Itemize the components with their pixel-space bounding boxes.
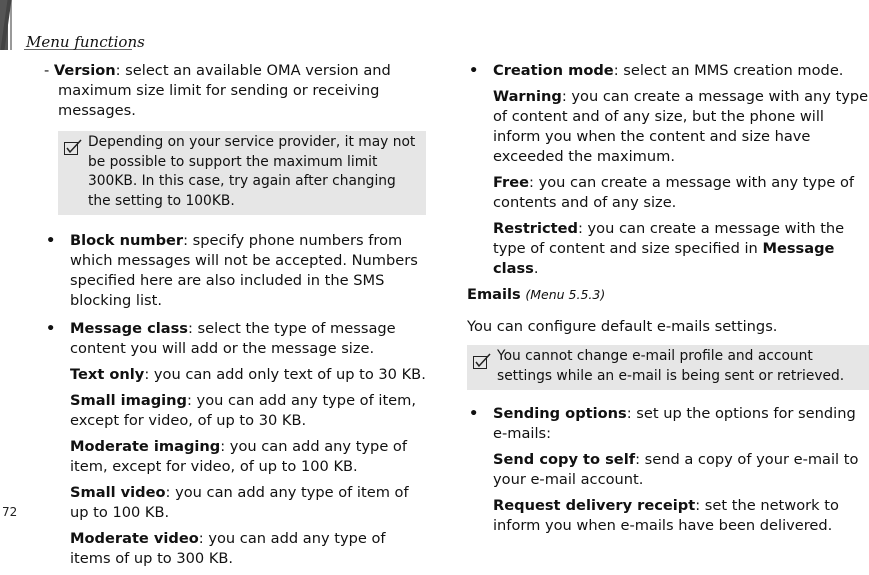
emails-intro: You can configure default e-mails settings.	[467, 318, 778, 335]
sending-options-item: • Sending options: set up the options for sending e-mails:	[467, 404, 869, 444]
moderate-imaging-item: Moderate imaging: you can add any type of item, except for video, of up to 100 KB.	[70, 438, 407, 475]
message-class-term: Message class	[70, 320, 188, 337]
message-class-text: : select the type of message content you will add or the message size.	[70, 320, 396, 357]
page-header-title: Menu functions	[26, 33, 145, 51]
note-box-2	[467, 345, 869, 390]
note-text-2: You cannot change e-mail profile and account settings while an e-mail is being sent or retrieved.	[497, 348, 845, 384]
text-only-item: Text only: you can add only text of up to 30 KB.	[70, 366, 426, 383]
block-number-text: : specify phone numbers from which messages will not be accepted. Numbers specified here are also included in the SMS blocking list.	[70, 232, 418, 309]
block-number-term: Block number	[70, 232, 184, 249]
version-term: Version	[53, 62, 116, 79]
note-text: Depending on your service provider, it may not be possible to support the maximum limit 300KB. In this case, try again after changing the setting to 100KB.	[88, 134, 416, 209]
creation-mode-item: • Creation mode: select an MMS creation mode.	[467, 61, 869, 81]
small-imaging-item: Small imaging: you can add any type of item, except for video, of up to 30 KB.	[70, 392, 416, 429]
note-box	[58, 131, 426, 215]
version-item: - Version: select an available OMA version and maximum size limit for sending or receiving messages.	[44, 62, 391, 119]
right-column	[467, 61, 869, 542]
small-video-item: Small video: you can add any type of item of up to 100 KB.	[70, 484, 409, 521]
left-column	[44, 61, 426, 575]
send-copy-item: Send copy to self: send a copy of your e-mail to your e-mail account.	[493, 451, 859, 488]
page-number: 72	[2, 505, 18, 519]
emails-heading: Emails (Menu 5.5.3)	[467, 286, 606, 303]
restricted-item: Restricted: you can create a message with the type of content and size specified in Message class.	[493, 220, 845, 277]
warning-item: Warning: you can create a message with any type of content and of any size, but the phone will inform you when the content and size have exceeded the maximum.	[493, 88, 869, 165]
note-check-icon	[58, 131, 88, 211]
version-text: : select an available OMA version and maximum size limit for sending or receiving messages.	[58, 62, 391, 119]
block-number-item	[44, 231, 426, 311]
message-class-item	[44, 319, 426, 359]
note-check-icon	[467, 345, 497, 386]
moderate-video-item: Moderate video: you can add any type of items of up to 300 KB.	[70, 530, 386, 567]
request-receipt-item: Request delivery receipt: set the network to inform you when e-mails have been delivered.	[493, 497, 839, 534]
free-item: Free: you can create a message with any type of contents and of any size.	[493, 174, 855, 211]
